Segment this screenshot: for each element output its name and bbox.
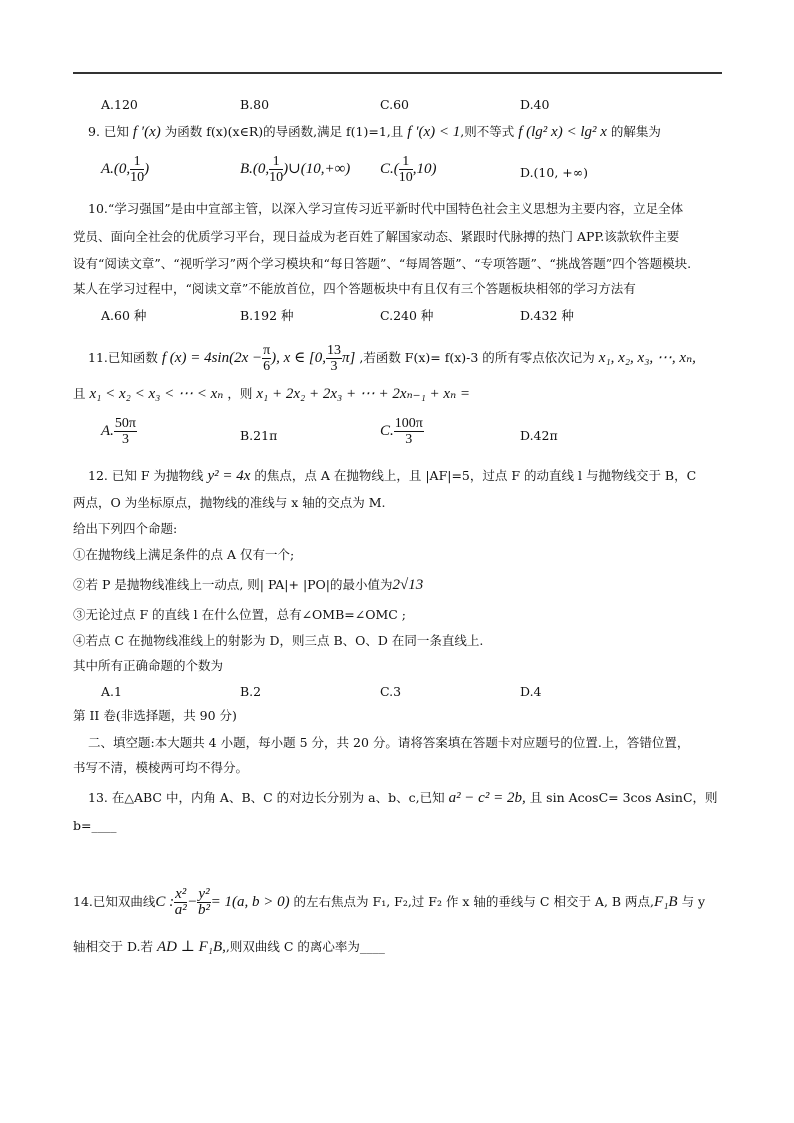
q8-option-a: A.120 [101, 97, 138, 112]
q11-option-c: C. $\frac{100\pi}{3}$ [380, 416, 423, 447]
q12-option-b: B.2 [240, 684, 262, 699]
q12-ask: 其中所有正确命题的个数为 [73, 658, 224, 673]
fill-section-line-1: 二、填空题:本大题共 4 小题，每小题 5 分，共 20 分。请将答案填在答题卡对应题号的位置.上，答错位置， [88, 735, 690, 750]
q10-option-b: B.192 种 [240, 308, 294, 323]
q12-option-a: A.1 [101, 684, 122, 699]
q10-option-c: C.240 种 [380, 308, 434, 323]
q12-option-d: D.4 [520, 684, 542, 699]
q12-line-1: 12. 已知 F 为抛物线 y² = 4x 的焦点，点 A 在抛物线上，且 |AF|=5，过点 F 的动直线 l 与抛物线交于 B，C [88, 468, 697, 484]
q9-stem: 9. 已知 f ′(x) 为函数 f(x)(x∈R)的导函数,满足 f(1)=1,且 f ′(x) < 1,则不等式 f (lg² x) < lg² x 的解集为 [88, 124, 661, 140]
q13-line-1: 13. 在△ABC 中，内角 A、B、C 的对边长分别为 a、b、c,已知 a² − c² = 2b, 且 sin AcosC= 3cos AsinC，则 [88, 790, 718, 806]
q11-line-2: 且 x₁ < x₂ < x₃ < ⋯ < xₙ ，则 x₁ + 2x₂ + 2x₃ + ⋯ + 2xₙ₋₁ + xₙ = [73, 386, 471, 402]
q11-stem: 11.已知函数 f (x) = 4sin(2x − $\frac{\pi}{6}$ ), x ∈ [0, $\frac{13}{3}$ π] ,若函数 F(x)= f(x)-3 的所有零点依次记为 x₁, x₂, x₃, ⋯, xₙ, [88, 343, 696, 374]
q14-line-2: 轴相交于 D.若 AD ⊥ F₁B,,则双曲线 C 的离心率为____ [73, 939, 385, 955]
header-rule [73, 72, 722, 74]
fill-section-line-2: 书写不清，模棱两可均不得分。 [73, 760, 249, 775]
q10-line-4: 某人在学习过程中，“阅读文章”不能放首位，四个答题板块中有且仅有三个答题板块相邻的学习方法有 [73, 281, 636, 296]
q9-option-a: A.(0, $\frac{1}{10}$ ) [101, 154, 150, 185]
q10-option-d: D.432 种 [520, 308, 574, 323]
q8-option-d: D.40 [520, 97, 550, 112]
q12-option-c: C.3 [380, 684, 402, 699]
q11-option-a: A. $\frac{50\pi}{3}$ [101, 416, 136, 447]
q12-line-2: 两点，O 为坐标原点，抛物线的准线与 x 轴的交点为 M. [73, 495, 386, 510]
q11-option-b: B.21π [240, 428, 278, 443]
q8-option-c: C.60 [380, 97, 409, 112]
q14-line-1: 14.已知双曲线C : $\frac{\text{x²}}{\text{a²}}$ − $\frac{\text{y²}}{\text{b²}}$ = 1(a, b > 0) 的左右焦点为 F₁, F₂,过 F₂ 作 x 轴的垂线与 C 相交于 A, B 两点,F₁B 与 y [73, 886, 706, 918]
q10-line-2: 党员、面向全社会的优质学习平台，现日益成为老百姓了解国家动态、紧跟时代脉搏的热门 APP.该款软件主要 [73, 229, 680, 244]
q12-proposition-1: ①在抛物线上满足条件的点 A 仅有一个; [73, 547, 295, 562]
q13-line-2: b=____ [73, 818, 117, 833]
q9-option-b: B.(0, $\frac{1}{10}$ )∪(10,+∞) [240, 154, 351, 185]
q10-line-1: 10.“学习强国”是由中宣部主管，以深入学习宣传习近平新时代中国特色社会主义思想为主要内容，立足全体 [88, 201, 684, 216]
q10-option-a: A.60 种 [101, 308, 147, 323]
q12-proposition-2: ②若 P 是抛物线准线上一动点, 则| PA|+ |PO|的最小值为2√13 [73, 577, 424, 593]
part-two-heading: 第 II 卷(非选择题，共 90 分) [73, 708, 237, 723]
q9-option-d: D.(10, +∞) [520, 165, 589, 180]
q9-option-c: C.( $\frac{1}{10}$ ,10) [380, 154, 437, 185]
q8-option-b: B.80 [240, 97, 270, 112]
q12-proposition-4: ④若点 C 在抛物线准线上的射影为 D，则三点 B、O、D 在同一条直线上. [73, 633, 484, 648]
q12-proposition-3: ③无论过点 F 的直线 l 在什么位置，总有∠OMB=∠OMC ; [73, 607, 407, 622]
q10-line-3: 设有“阅读文章”、“视听学习”两个学习模块和“每日答题”、“每周答题”、“专项答题”、“挑战答题”四个答题模块. [73, 256, 692, 271]
q11-option-d: D.42π [520, 428, 558, 443]
q12-line-3: 给出下列四个命题: [73, 521, 178, 536]
